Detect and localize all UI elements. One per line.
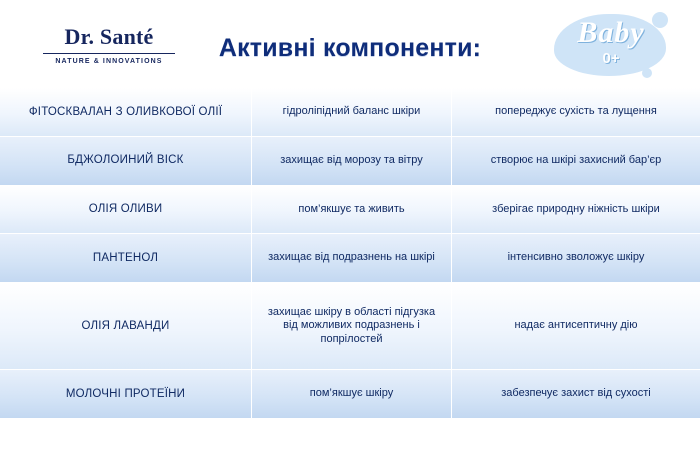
table-cell-benefit [452, 88, 700, 136]
component-name: БДЖОЛОИНИЙ ВІСК [67, 154, 184, 167]
component-action: пом’якшує та живить [298, 202, 405, 215]
table-cell-component [0, 88, 252, 136]
component-name: ПАНТЕНОЛ [92, 252, 159, 265]
component-action: гідроліпідний баланс шкіри [282, 105, 421, 118]
table-cell-benefit [452, 186, 700, 234]
component-action: захищає від морозу та вітру [280, 153, 423, 166]
component-action: захищає від подразнень на шкірі [268, 251, 435, 264]
component-benefit: зберігає природну ніжність шкіри [492, 202, 660, 215]
slide-footer [0, 418, 700, 450]
table-cell-benefit [452, 234, 700, 282]
table-cell-component [0, 234, 252, 282]
component-benefit: інтенсивно зволожує шкіру [507, 251, 645, 264]
table-cell-component [0, 186, 252, 234]
table-cell-benefit [452, 370, 700, 418]
brand-tagline: NATURE & INNOVATIONS [55, 58, 163, 65]
table-cell-benefit [452, 283, 700, 369]
component-name: ОЛІЯ ОЛИВИ [88, 203, 163, 216]
baby-logo-age: 0+ [602, 50, 620, 67]
active-components-table [0, 88, 700, 418]
table-row [0, 136, 700, 185]
page-title: Активні компоненти: [218, 34, 482, 62]
table-row [0, 88, 700, 136]
component-action: пом’якшує шкіру [309, 387, 394, 400]
component-name: ОЛІЯ ЛАВАНДИ [81, 319, 170, 332]
table-cell-action [252, 234, 452, 282]
component-benefit: створює на шкірі захисний бар’єр [490, 153, 662, 166]
table-cell-benefit [452, 137, 700, 185]
component-name: МОЛОЧНІ ПРОТЕЇНИ [65, 387, 186, 400]
table-cell-action [252, 283, 452, 369]
baby-logo-bubble-bottom-icon [642, 68, 652, 78]
component-benefit: попереджує сухість та лущення [495, 105, 657, 118]
table-row [0, 233, 700, 282]
component-benefit: забезпечує захист від сухості [501, 387, 651, 400]
component-action: захищає шкіру в області підгузка від можливих подразнень і попрілостей [267, 305, 436, 346]
component-benefit: надає антисептичну дію [514, 319, 638, 332]
baby-logo-word: Baby [577, 16, 645, 49]
table-cell-action [252, 370, 452, 418]
table-cell-component [0, 283, 252, 369]
table-cell-action [252, 88, 452, 136]
table-cell-action [252, 137, 452, 185]
table-cell-component [0, 370, 252, 418]
component-name: ФІТОСКВАЛАН З ОЛИВКОВОЇ ОЛІЇ [28, 105, 223, 118]
baby-logo [548, 10, 674, 84]
brand-name: Dr. Santé [64, 24, 154, 49]
table-row [0, 369, 700, 418]
table-cell-action [252, 186, 452, 234]
slide-header [0, 0, 700, 88]
table-row [0, 185, 700, 234]
table-row [0, 282, 700, 369]
table-cell-component [0, 137, 252, 185]
